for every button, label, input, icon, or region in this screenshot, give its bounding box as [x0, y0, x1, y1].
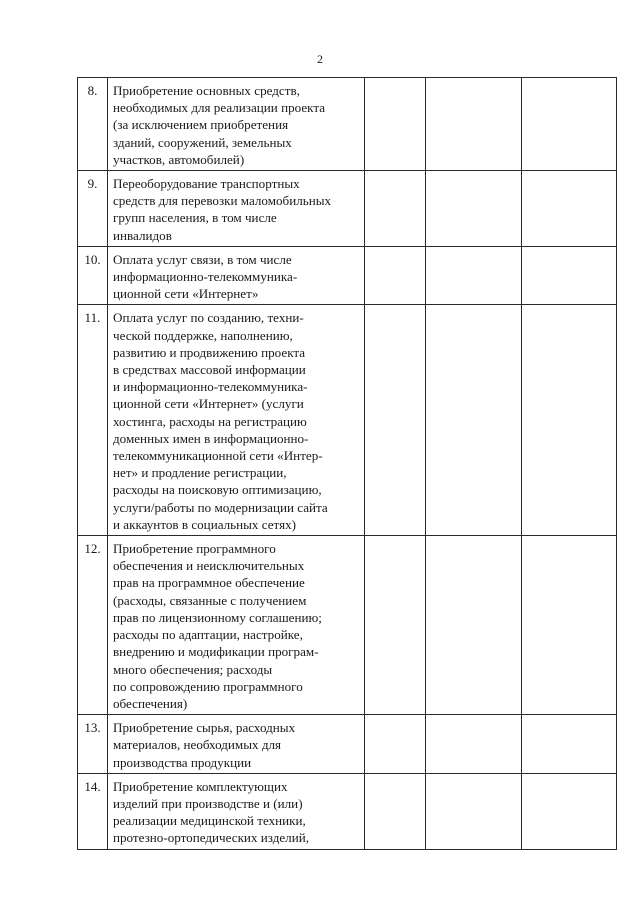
description-line: по сопровождению программного: [113, 678, 303, 694]
description-line: производства продукции: [113, 754, 252, 770]
description-line: развитию и продвижению проекта: [113, 344, 306, 360]
description-line: реализации медицинской техники,: [113, 813, 306, 829]
empty-cell: [522, 246, 617, 305]
table-row: [78, 773, 617, 849]
empty-cell: [365, 246, 426, 305]
empty-cell: [522, 305, 617, 536]
description-line: Оплата услуг связи, в том числе: [113, 251, 292, 267]
description-line: зданий, сооружений, земельных: [113, 134, 292, 150]
empty-cell: [426, 773, 522, 849]
empty-cell: [522, 715, 617, 774]
empty-cell: [522, 773, 617, 849]
description-line: обеспечения и неисключительных: [113, 558, 305, 574]
description-line: в средствах массовой информации: [113, 362, 306, 378]
row-description: [108, 78, 365, 171]
empty-cell: [365, 715, 426, 774]
description-line: ционной сети «Интернет»: [113, 286, 259, 302]
description-line: Приобретение программного: [113, 541, 276, 557]
row-description: [108, 246, 365, 305]
description-line: услуги/работы по модернизации сайта: [113, 499, 328, 515]
empty-cell: [365, 78, 426, 171]
empty-cell: [522, 78, 617, 171]
description-line: Приобретение основных средств,: [113, 83, 300, 98]
description-line: и аккаунтов в социальных сетях): [113, 516, 297, 532]
description-line: обеспечения): [113, 695, 188, 711]
empty-cell: [426, 78, 522, 171]
row-number: 13.: [78, 715, 108, 774]
row-number: 10.: [78, 246, 108, 305]
empty-cell: [365, 171, 426, 247]
table-row: [78, 171, 617, 247]
description-line: групп населения, в том числе: [113, 210, 277, 226]
description-line: ционной сети «Интернет» (услуги: [113, 396, 304, 412]
empty-cell: [426, 171, 522, 247]
row-number: 8.: [78, 78, 108, 171]
empty-cell: [522, 536, 617, 715]
row-number: 14.: [78, 773, 108, 849]
empty-cell: [365, 773, 426, 849]
description-line: много обеспечения; расходы: [113, 661, 273, 677]
description-line: внедрению и модификации програм-: [113, 644, 319, 660]
description-line: телекоммуникационной сети «Интер-: [113, 448, 323, 464]
empty-cell: [365, 305, 426, 536]
empty-cell: [522, 171, 617, 247]
row-number: 11.: [78, 305, 108, 536]
row-description: [108, 773, 365, 849]
description-line: расходы на поисковую оптимизацию,: [113, 482, 322, 498]
description-line: доменных имен в информационно-: [113, 430, 309, 446]
description-line: нет» и продление регистрации,: [113, 465, 287, 481]
description-line: ческой поддержке, наполнению,: [113, 327, 293, 343]
table-row: [78, 78, 617, 171]
description-line: Приобретение сырья, расходных: [113, 720, 296, 736]
empty-cell: [426, 305, 522, 536]
description-line: прав по лицензионному соглашению;: [113, 609, 322, 625]
empty-cell: [365, 536, 426, 715]
description-line: средств для перевозки маломобильных: [113, 193, 332, 209]
empty-cell: [426, 536, 522, 715]
description-line: материалов, необходимых для: [113, 737, 282, 753]
description-line: необходимых для реализации проекта: [113, 100, 326, 116]
description-line: (за исключением приобретения: [113, 117, 289, 133]
row-description: [108, 305, 365, 536]
page-number: 2: [317, 52, 323, 66]
description-line: информационно-телекоммуника-: [113, 269, 298, 285]
description-line: изделий при производстве и (или): [113, 795, 303, 811]
description-line: прав на программное обеспечение: [113, 575, 305, 591]
description-line: (расходы, связанные с получением: [113, 592, 307, 608]
row-description: [108, 171, 365, 247]
expense-table: [77, 77, 617, 850]
description-line: инвалидов: [113, 227, 172, 243]
row-number: 9.: [78, 171, 108, 247]
description-line: и информационно-телекоммуника-: [113, 379, 308, 395]
row-description: [108, 715, 365, 774]
table-row: [78, 305, 617, 536]
description-line: хостинга, расходы на регистрацию: [113, 413, 307, 429]
description-line: участков, автомобилей): [113, 151, 245, 167]
description-line: Приобретение комплектующих: [113, 778, 288, 794]
description-line: протезно-ортопедических изделий,: [113, 830, 310, 846]
table-row: [78, 246, 617, 305]
description-line: Переоборудование транспортных: [113, 176, 300, 192]
table-row: [78, 715, 617, 774]
empty-cell: [426, 246, 522, 305]
description-line: Оплата услуг по созданию, техни-: [113, 310, 304, 326]
row-number: 12.: [78, 536, 108, 715]
table-row: [78, 536, 617, 715]
empty-cell: [426, 715, 522, 774]
description-line: расходы по адаптации, настройке,: [113, 627, 303, 643]
row-description: [108, 536, 365, 715]
